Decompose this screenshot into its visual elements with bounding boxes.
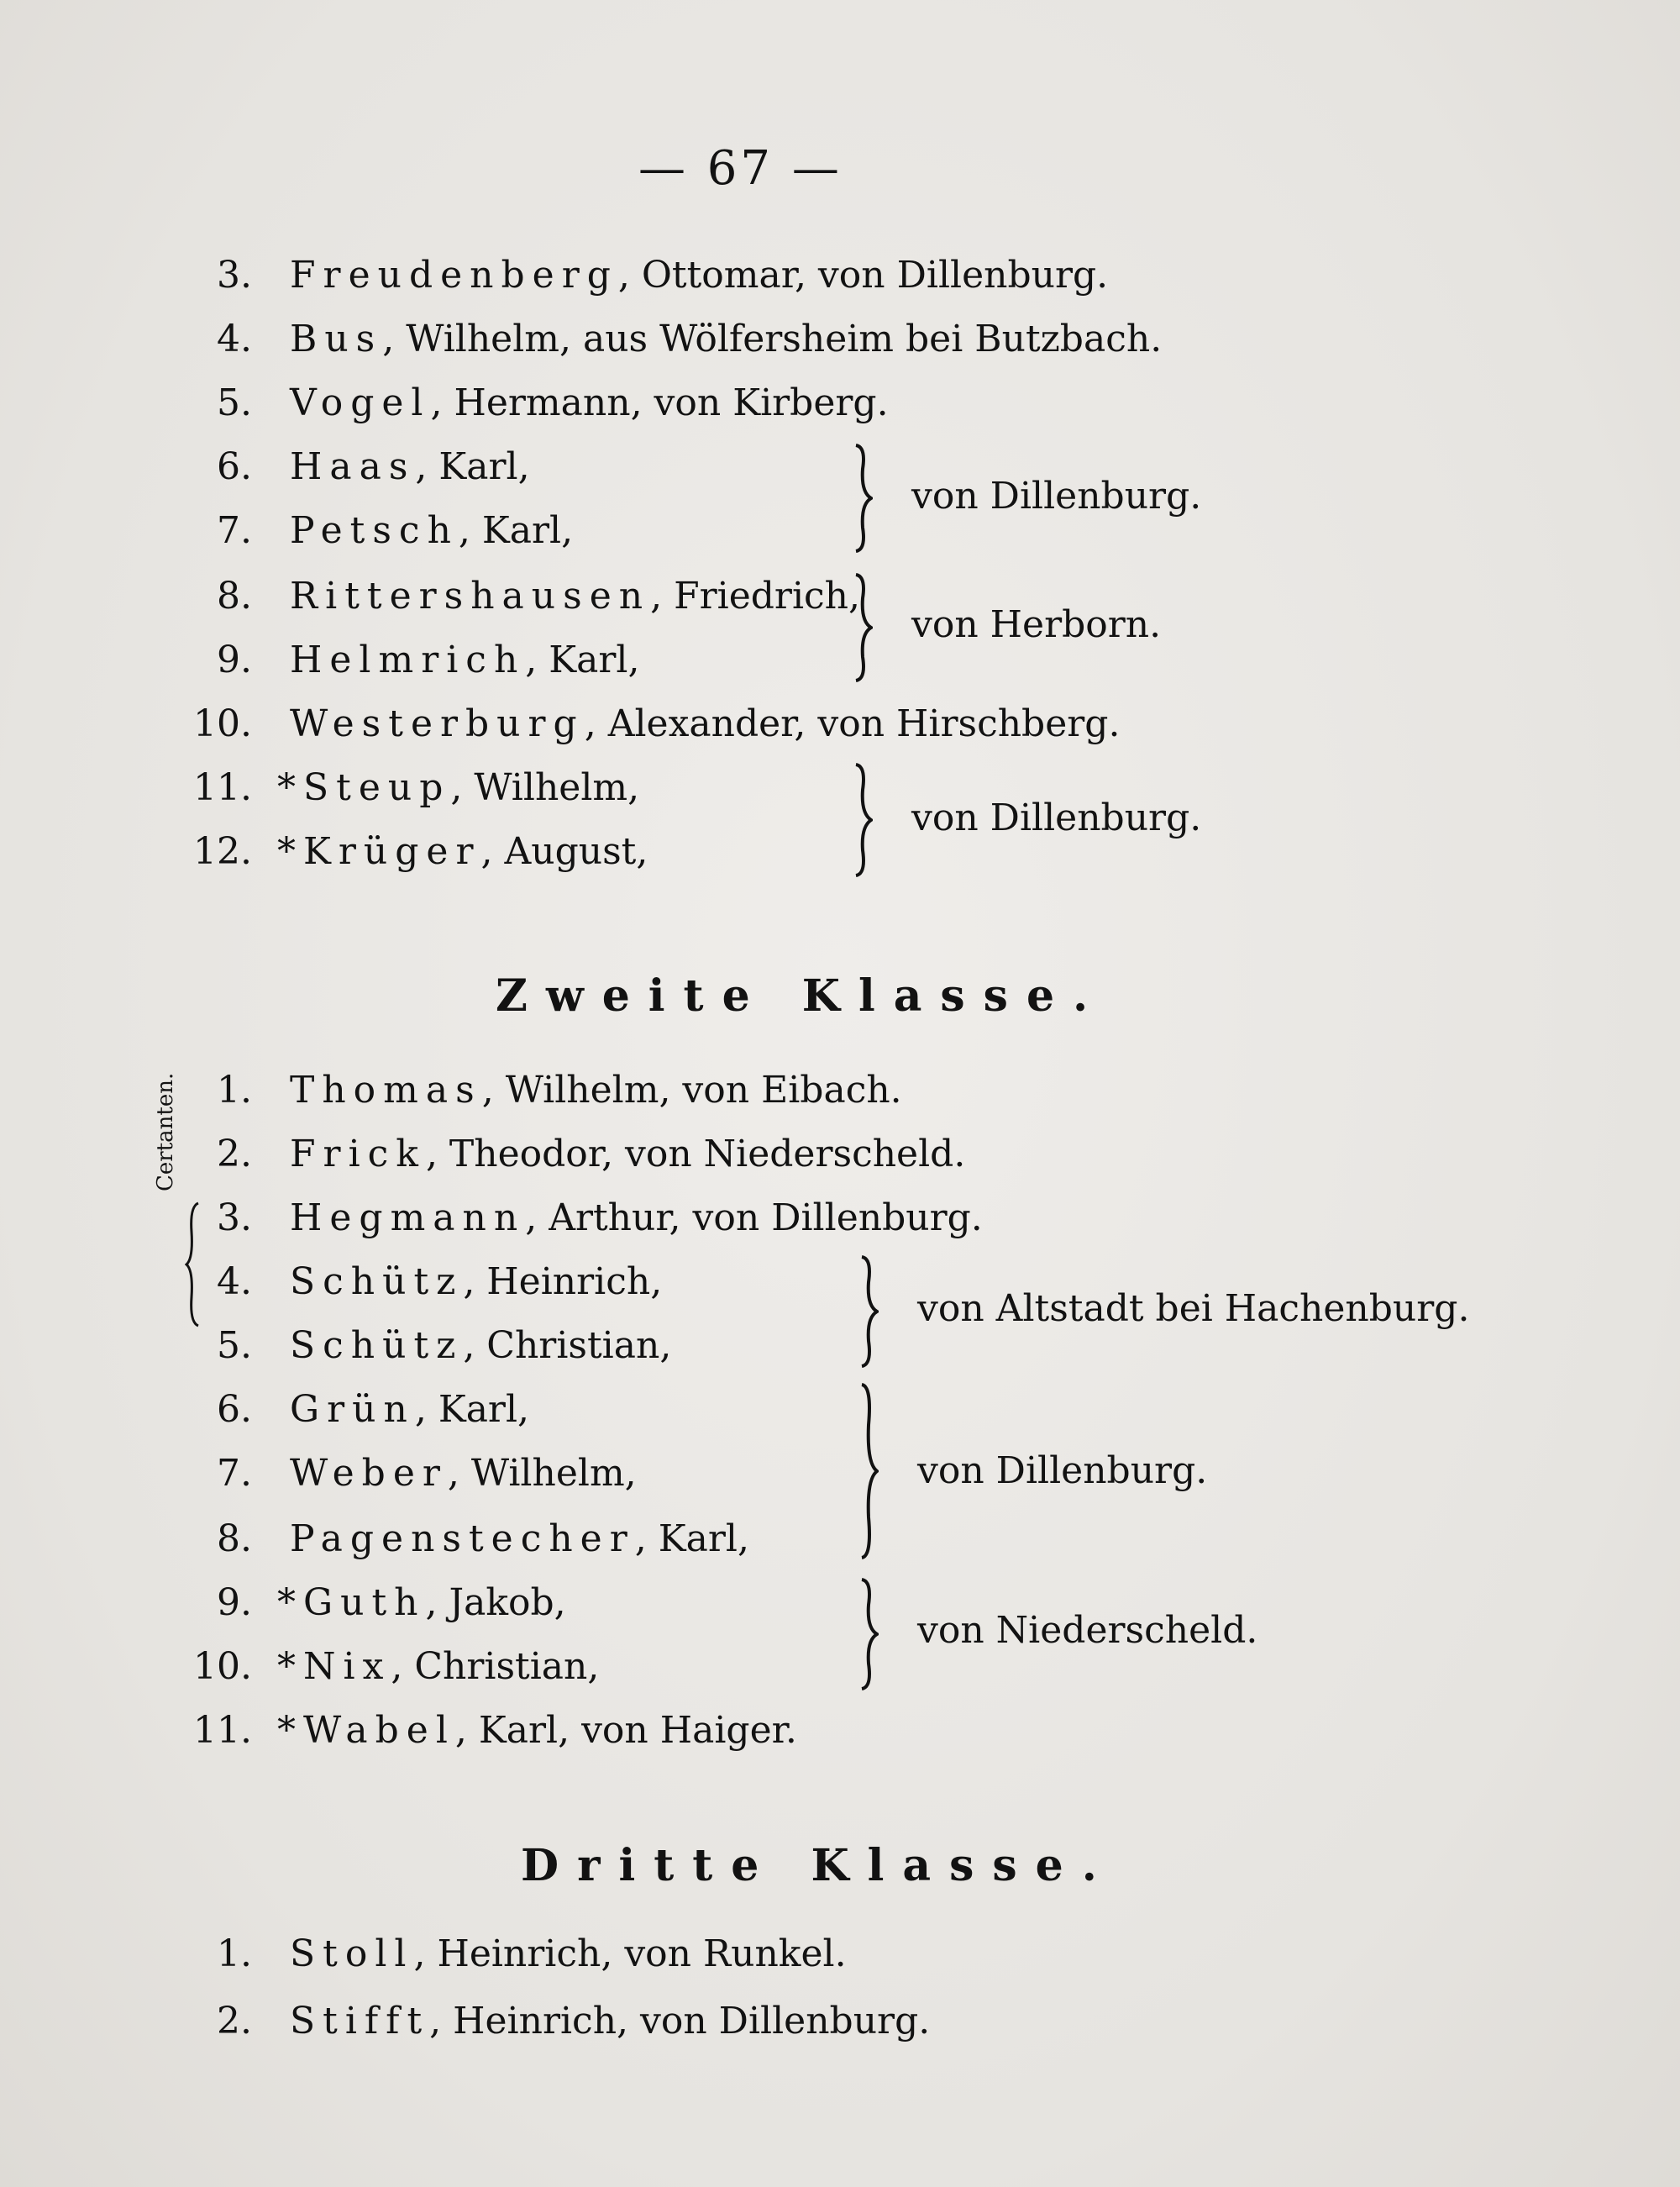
list-item-number: 7. — [217, 1452, 252, 1495]
list-item — [290, 1517, 749, 1560]
brace-icon — [858, 1383, 879, 1559]
surname: Weber — [290, 1452, 448, 1495]
details: , Christian, — [391, 1645, 600, 1688]
list-item-number: 4. — [217, 318, 252, 360]
list-item — [290, 1196, 983, 1239]
details: , Heinrich, von Runkel. — [413, 1932, 847, 1975]
details: , Ottomar, von Dillenburg. — [617, 254, 1109, 297]
list-item-number: 5. — [217, 1324, 252, 1367]
surname: Hegmann — [290, 1196, 526, 1239]
surname: Stoll — [290, 1932, 414, 1975]
brace-icon — [853, 444, 873, 553]
surname: *Nix — [277, 1645, 391, 1688]
surname: Bus — [290, 318, 383, 360]
details: , Jakob, — [425, 1581, 566, 1624]
details: , Karl, von Haiger. — [454, 1709, 797, 1752]
surname: *Wabel — [277, 1709, 455, 1752]
surname: *Steup — [277, 766, 451, 809]
surname: Rittershausen — [290, 575, 651, 618]
group-place: von Niederscheld. — [917, 1609, 1258, 1652]
surname: Grün — [290, 1388, 415, 1431]
list-item-number: 5. — [217, 381, 252, 424]
surname: Westerburg — [290, 702, 585, 745]
list-item — [290, 445, 530, 488]
list-item-number: 2. — [217, 2000, 252, 2042]
surname: Pagenstecher — [290, 1517, 635, 1560]
details: , Wilhelm, — [450, 766, 640, 809]
list-item — [277, 1709, 797, 1752]
details: , Heinrich, von Dillenburg. — [429, 2000, 931, 2042]
brace-icon — [853, 763, 873, 877]
surname: Petsch — [290, 509, 459, 552]
details: , Hermann, von Kirberg. — [430, 381, 889, 424]
surname: Haas — [290, 445, 416, 488]
list-item-number: 7. — [217, 509, 252, 552]
list-item — [290, 1388, 529, 1431]
list-item — [290, 509, 573, 552]
list-item — [290, 1324, 671, 1367]
group-place: von Altstadt bei Hachenburg. — [917, 1287, 1470, 1330]
list-item-number: 1. — [217, 1069, 252, 1112]
details: , Arthur, von Dillenburg. — [525, 1196, 983, 1239]
list-item-number: 10. — [193, 1645, 252, 1688]
list-item-number: 3. — [217, 1196, 252, 1239]
list-item — [277, 1581, 566, 1624]
details: , Alexander, von Hirschberg. — [584, 702, 1121, 745]
list-item-number: 8. — [217, 575, 252, 618]
list-item — [277, 1645, 599, 1688]
brace-icon — [853, 573, 873, 682]
list-item — [290, 1133, 965, 1175]
group-place: von Dillenburg. — [911, 796, 1202, 839]
list-item — [290, 1452, 637, 1495]
brace-icon — [858, 1255, 879, 1368]
details: , Karl, — [414, 1388, 530, 1431]
list-item — [277, 830, 648, 873]
section-heading: Zweite Klasse. — [496, 970, 1107, 1022]
list-item-number: 9. — [217, 639, 252, 681]
details: , Wilhelm, von Eibach. — [481, 1069, 902, 1112]
list-item-number: 1. — [217, 1932, 252, 1975]
details: , Friedrich, — [650, 575, 860, 618]
details: , Karl, — [415, 445, 530, 488]
list-item — [290, 254, 1108, 297]
list-item-number: 9. — [217, 1581, 252, 1624]
surname: Vogel — [290, 381, 431, 424]
list-item-number: 2. — [217, 1133, 252, 1175]
surname: Schütz — [290, 1324, 464, 1367]
list-item-number: 11. — [193, 1709, 252, 1752]
list-item — [290, 1260, 662, 1303]
surname: *Krüger — [277, 830, 481, 873]
margin-note: Certanten. — [153, 1072, 178, 1191]
list-item-number: 3. — [217, 254, 252, 297]
surname: *Guth — [277, 1581, 426, 1624]
page-number: — 67 — — [638, 141, 843, 196]
list-item — [290, 639, 639, 681]
list-item — [290, 381, 889, 424]
list-item-number: 6. — [217, 1388, 252, 1431]
details: , Heinrich, — [463, 1260, 663, 1303]
details: , Karl, — [634, 1517, 749, 1560]
list-item — [290, 2000, 930, 2042]
list-item-number: 10. — [193, 702, 252, 745]
list-item-number: 12. — [193, 830, 252, 873]
surname: Stifft — [290, 2000, 430, 2042]
details: , Wilhelm, aus Wölfersheim bei Butzbach. — [382, 318, 1163, 360]
details: , August, — [480, 830, 648, 873]
list-item — [290, 1069, 902, 1112]
brace-icon — [185, 1201, 202, 1331]
surname: Frick — [290, 1133, 426, 1175]
details: , Karl, — [525, 639, 640, 681]
list-item-number: 11. — [193, 766, 252, 809]
group-place: von Dillenburg. — [911, 475, 1202, 518]
group-place: von Herborn. — [911, 603, 1162, 646]
details: , Theodor, von Niederscheld. — [425, 1133, 966, 1175]
list-item — [290, 702, 1120, 745]
section-heading: Dritte Klasse. — [521, 1840, 1116, 1891]
list-item — [290, 575, 860, 618]
details: , Wilhelm, — [447, 1452, 637, 1495]
details: , Karl, — [458, 509, 574, 552]
list-item-number: 4. — [217, 1260, 252, 1303]
list-item-number: 6. — [217, 445, 252, 488]
surname: Freudenberg — [290, 254, 618, 297]
list-item — [277, 766, 639, 809]
list-item — [290, 318, 1162, 360]
list-item — [290, 1932, 847, 1975]
group-place: von Dillenburg. — [917, 1449, 1208, 1492]
surname: Schütz — [290, 1260, 464, 1303]
brace-icon — [858, 1578, 879, 1690]
list-item-number: 8. — [217, 1517, 252, 1560]
surname: Thomas — [290, 1069, 482, 1112]
surname: Helmrich — [290, 639, 526, 681]
details: , Christian, — [463, 1324, 672, 1367]
